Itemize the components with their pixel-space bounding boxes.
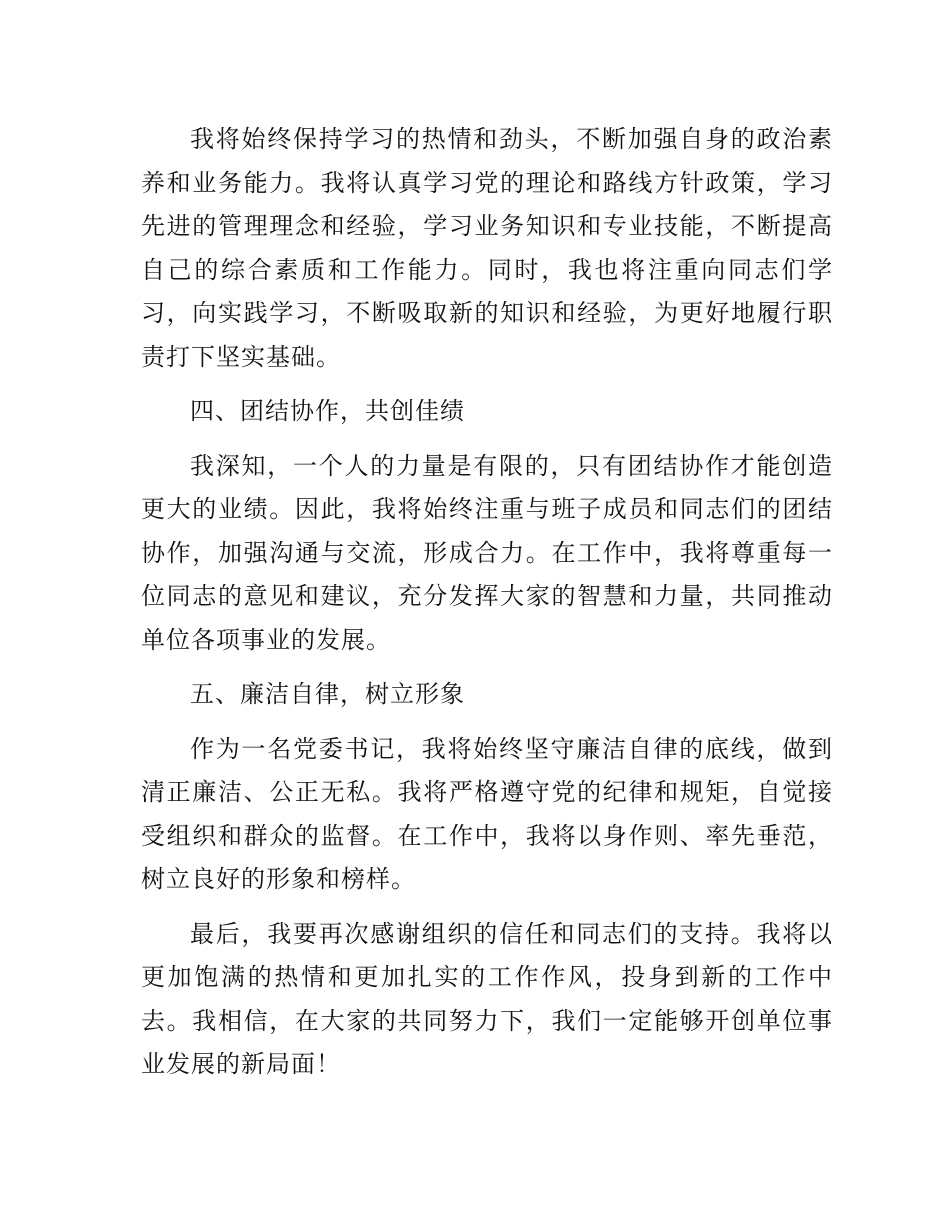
section-heading-integrity: 五、廉洁自律，树立形象 bbox=[190, 680, 465, 708]
paragraph-closing: 最后，我要再次感谢组织的信任和同志们的支持。我将以更加饱满的热情和更加扎实的工作作风，投身到新的工作中去。我相信，在大家的共同努力下，我们一定能够开创单位事业发展的新局面！ bbox=[141, 919, 833, 1078]
document-body bbox=[141, 118, 833, 1098]
paragraph-integrity: 作为一名党委书记，我将始终坚守廉洁自律的底线，做到清正廉洁、公正无私。我将严格遵守党的纪律和规矩，自觉接受组织和群众的监督。在工作中，我将以身作则、率先垂范，树立良好的形象和榜样。 bbox=[141, 734, 833, 893]
section-heading-unity: 四、团结协作，共创佳绩 bbox=[190, 397, 465, 425]
paragraph-unity: 我深知，一个人的力量是有限的，只有团结协作才能创造更大的业绩。因此，我将始终注重与班子成员和同志们的团结协作，加强沟通与交流，形成合力。在工作中，我将尊重每一位同志的意见和建议，充分发挥大家的智慧和力量，共同推动单位各项事业的发展。 bbox=[141, 451, 833, 654]
paragraph-learning: 我将始终保持学习的热情和劲头，不断加强自身的政治素养和业务能力。我将认真学习党的理论和路线方针政策，学习先进的管理理念和经验，学习业务知识和专业技能，不断提高自己的综合素质和工作能力。同时，我也将注重向同志们学习，向实践学习，不断吸取新的知识和经验，为更好地履行职责打下坚实基础。 bbox=[141, 125, 833, 371]
